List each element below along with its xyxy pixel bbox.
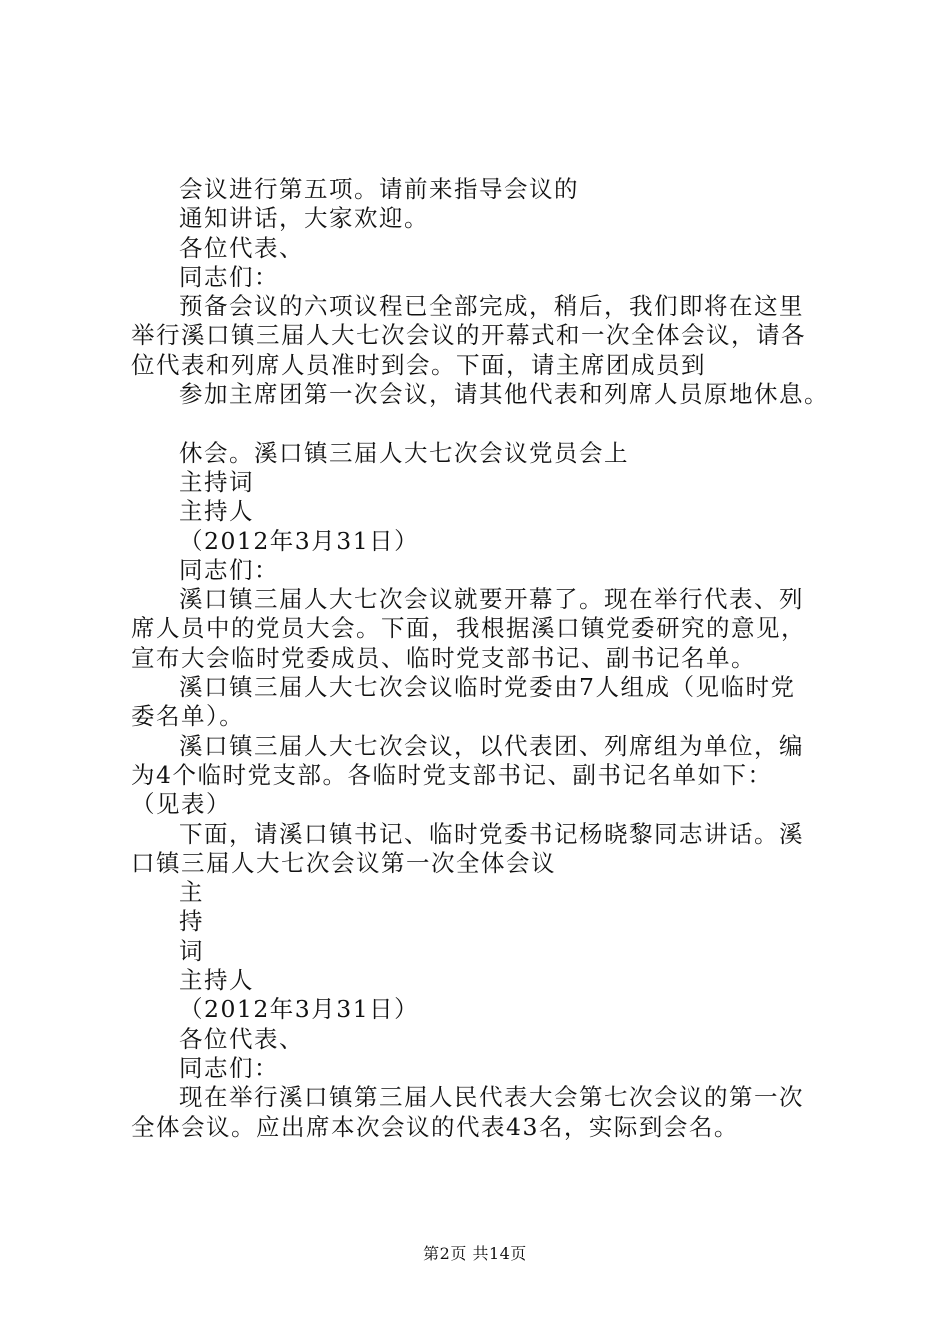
text-line: 宣布大会临时党委成员、临时党支部书记、副书记名单。 xyxy=(131,643,756,672)
text-line: 主持人 xyxy=(179,497,254,526)
text-line: 休会。溪口镇三届人大七次会议党员会上 xyxy=(179,438,629,467)
text-line: 位代表和列席人员准时到会。下面，请主席团成员到 xyxy=(131,350,706,379)
text-line: （见表） xyxy=(131,790,231,819)
text-line: 下面，请溪口镇书记、临时党委书记杨晓黎同志讲话。溪 xyxy=(179,819,804,848)
text-line: 同志们： xyxy=(179,262,279,291)
text-line: 持 xyxy=(179,907,204,936)
text-line: 为4个临时党支部。各临时党支部书记、副书记名单如下： xyxy=(131,760,773,789)
text-line: 主持人 xyxy=(179,966,254,995)
text-line: 预备会议的六项议程已全部完成，稍后，我们即将在这里 xyxy=(179,292,804,321)
text-line: 溪口镇三届人大七次会议临时党委由7人组成（见临时党 xyxy=(179,673,796,702)
text-line: 各位代表、 xyxy=(179,233,304,262)
blank-line xyxy=(131,409,831,438)
text-line: 席人员中的党员大会。下面，我根据溪口镇党委研究的意见， xyxy=(131,614,806,643)
text-line: 主持词 xyxy=(179,467,254,496)
text-line: 会议进行第五项。请前来指导会议的 xyxy=(179,175,579,203)
document-body xyxy=(131,175,831,1142)
text-line: 举行溪口镇三届人大七次会议的开幕式和一次全体会议，请各 xyxy=(131,321,806,350)
text-line: 委名单）。 xyxy=(131,702,245,731)
text-line: 现在举行溪口镇第三届人民代表大会第七次会议的第一次 xyxy=(179,1083,804,1112)
text-line: 全体会议。应出席本次会议的代表43名，实际到会名。 xyxy=(131,1112,739,1141)
text-line: 口镇三届人大七次会议第一次全体会议 xyxy=(131,848,556,877)
text-line: 溪口镇三届人大七次会议就要开幕了。现在举行代表、列 xyxy=(179,585,804,614)
text-line: 各位代表、 xyxy=(179,1024,304,1053)
text-line: 溪口镇三届人大七次会议，以代表团、列席组为单位，编 xyxy=(179,731,804,760)
text-line: （2012年3月31日） xyxy=(179,995,420,1024)
page-number-footer: 第2页 共14页 xyxy=(423,1244,527,1263)
text-line: 词 xyxy=(179,936,204,965)
text-line: 主 xyxy=(179,878,204,907)
text-line: 同志们： xyxy=(179,555,279,584)
text-line: （2012年3月31日） xyxy=(179,526,420,555)
text-line: 参加主席团第一次会议，请其他代表和列席人员原地休息。 xyxy=(179,380,829,409)
text-line: 通知讲话，大家欢迎。 xyxy=(179,204,429,233)
text-line: 同志们： xyxy=(179,1053,279,1082)
